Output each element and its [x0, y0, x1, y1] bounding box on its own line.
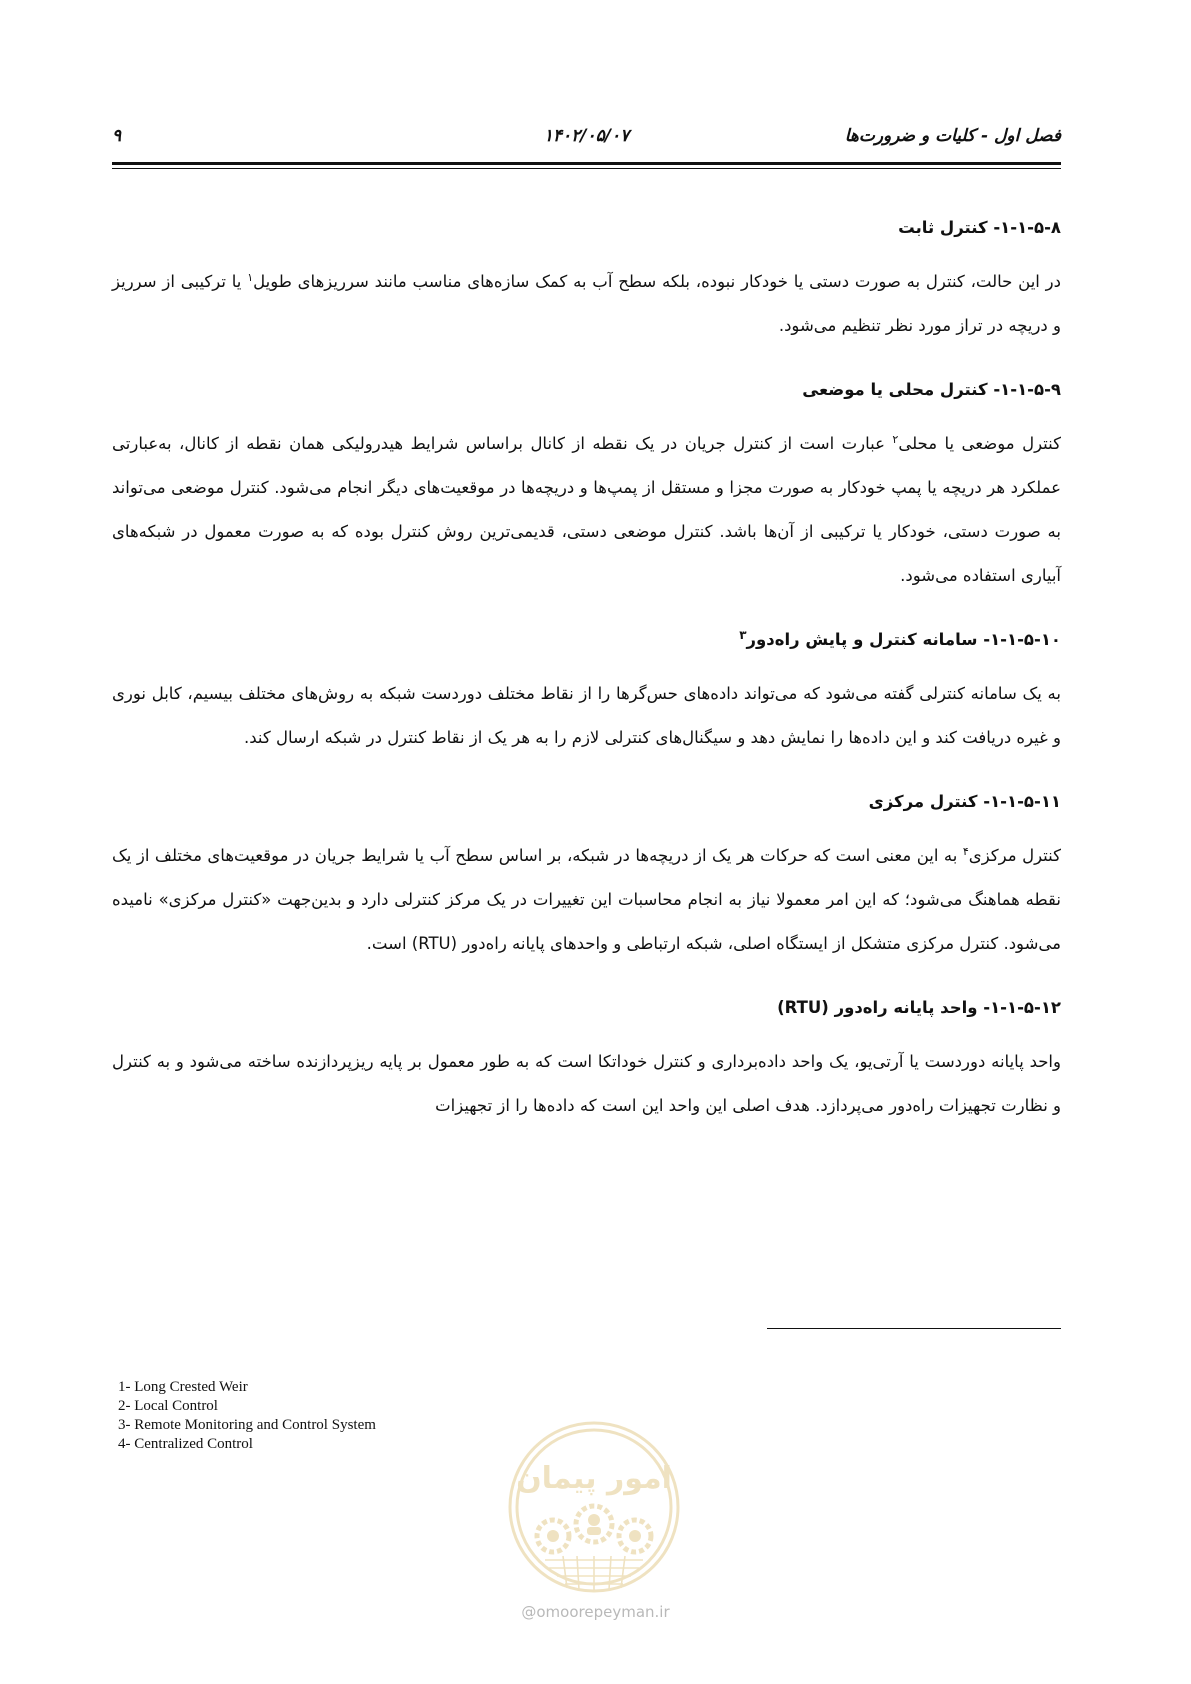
- section-paragraph: واحد پایانه دوردست یا آرتی‌یو، یک واحد داده‌برداری و کنترل خوداتکا است که به طور معمول بر پایه ریزپردازنده ساخته می‌شود و به کنترل و نظارت تجهیزات راه‌دور می‌پردازد. هدف اصلی این واحد این است که داده‌ها را از تجهیزات: [112, 1052, 1061, 1115]
- section-heading: ۱-۱-۵-۱۰- سامانه کنترل و پایش راه‌دور$^۳$: [739, 628, 1061, 649]
- header-rule-thin: [112, 168, 1061, 169]
- footnote-ref: ۳: [739, 628, 747, 642]
- section-paragraph: کنترل موضعی یا محلی$^۲$ عبارت است از کنترل جریان در یک نقطه از کانال براساس شرایط هیدرولیکی همان نقطه از کانال، به‌عبارتی عملکرد هر دریچه یا پمپ خودکار به صورت مجزا و مستقل از پمپ‌ها و دریچه‌ها در موقعیت‌های دیگر انجام می‌شود. کنترل موضعی می‌تواند به صورت دستی، خودکار یا ترکیبی از آن‌ها باشد. کنترل موضعی دستی، قدیمی‌ترین روش کنترل بوده که به صورت معمول در شبکه‌های آبیاری استفاده می‌شود.: [112, 433, 1061, 585]
- watermark-logo-icon: [505, 1418, 683, 1596]
- header-rule-thick: [112, 162, 1061, 165]
- watermark-logo-text: امور پیمان: [516, 1461, 672, 1496]
- section-paragraph: به یک سامانه کنترلی گفته می‌شود که می‌تواند داده‌های حس‌گرها را از نقاط مختلف دوردست شبکه به روش‌های مختلف بیسیم، کابل نوری و غیره دریافت کند و این داده‌ها را نمایش دهد و سیگنال‌های کنترلی لازم را به هر یک از نقاط کنترل در شبکه ارسال کند.: [112, 684, 1061, 747]
- footnotes: [118, 1378, 376, 1454]
- section-heading: ۱-۱-۵-۱۲- واحد پایانه راه‌دور (RTU): [777, 998, 1061, 1017]
- footnote-item: 3- Remote Monitoring and Control System: [118, 1417, 376, 1433]
- footnote-ref: ۱: [247, 271, 254, 284]
- watermark-url: @omoorepeyman.ir: [521, 1603, 670, 1621]
- header-date: ۱۴۰۲/۰۵/۰۷: [543, 126, 630, 146]
- section-heading: ۱-۱-۵-۱۱- کنترل مرکزی: [868, 792, 1061, 811]
- running-header: [112, 126, 1061, 156]
- chapter-title: فصل اول - کلیات و ضرورت‌ها: [844, 126, 1061, 146]
- footnote-item: 2- Local Control: [118, 1398, 218, 1414]
- footnote-item: 4- Centralized Control: [118, 1436, 253, 1452]
- footnote-ref: ۲: [892, 433, 899, 446]
- section-paragraph: کنترل مرکزی$^۴$ به این معنی است که حرکات هر یک از دریچه‌ها در شبکه، بر اساس سطح آب یا شرایط جریان در موقعیت‌های مختلف از یک نقطه هماهنگ می‌شود؛ که این امر معمولا نیاز به انجام محاسبات این تغییرات در یک مرکز کنترلی دارد و بدین‌جهت «کنترل مرکزی» نامیده می‌شود. کنترل مرکزی متشکل از ایستگاه اصلی، شبکه ارتباطی و واحدهای پایانه راه‌دور (RTU) است.: [112, 845, 1061, 953]
- section-heading: ۱-۱-۵-۹- کنترل محلی یا موضعی: [802, 380, 1061, 399]
- footnote-separator: [767, 1328, 1061, 1329]
- footnote-ref: ۴: [962, 845, 969, 858]
- section-heading: ۱-۱-۵-۸- کنترل ثابت: [898, 218, 1061, 237]
- footnote-item: 1- Long Crested Weir: [118, 1379, 248, 1395]
- page-number: ۹: [112, 126, 122, 146]
- main-content: [112, 214, 1061, 1156]
- section-paragraph: در این حالت، کنترل به صورت دستی یا خودکار نبوده، بلکه سطح آب به کمک سازه‌های مناسب مانند سرریزهای طویل$^۱$ یا ترکیبی از سرریز و دریچه در تراز مورد نظر تنظیم می‌شود.: [112, 271, 1061, 335]
